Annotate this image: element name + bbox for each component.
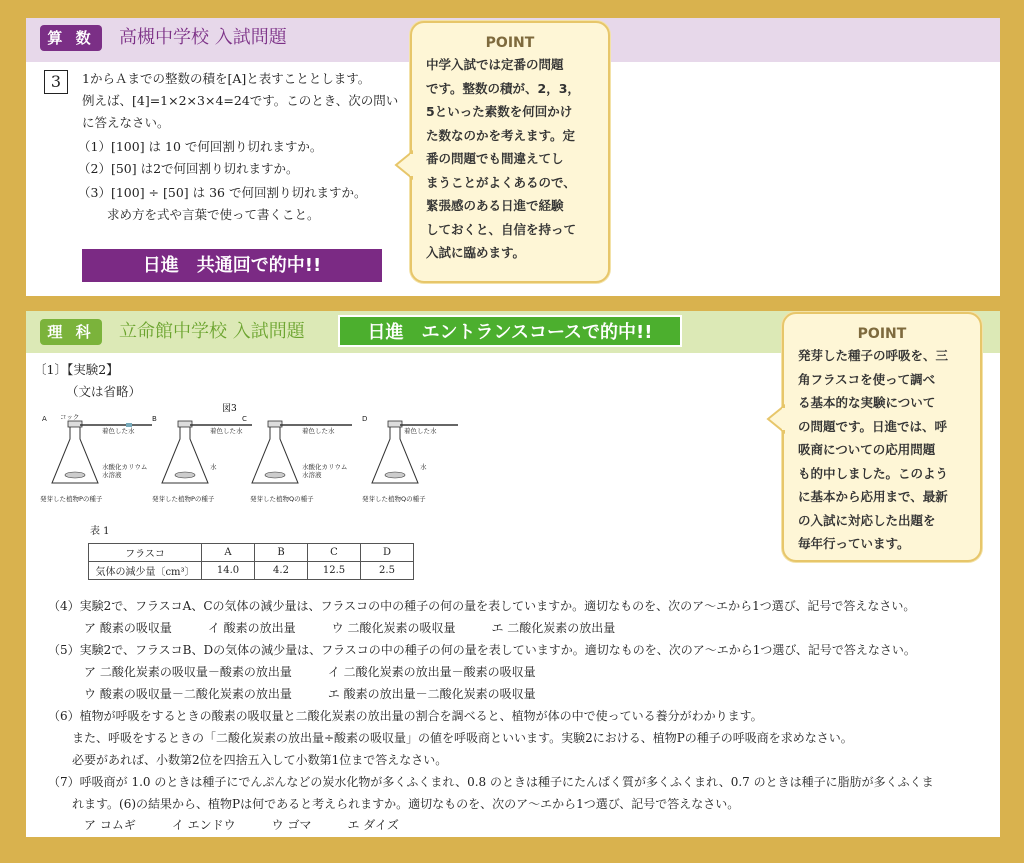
problem-line: 求め方を式や言葉で使って書くこと。	[78, 207, 320, 222]
table-row-label: 気体の減少量〔cm³〕	[89, 562, 202, 580]
figure-title: 図3	[222, 404, 237, 414]
flask-label-c: C	[242, 415, 247, 423]
table-header: D	[361, 544, 414, 562]
table-header: B	[255, 544, 308, 562]
question-line: れます。(6)の結果から、植物Pは何であると考えられますか。適切なものを、次のア～エから1つ選び、記号で答えなさい。	[48, 797, 740, 811]
table-cell: 14.0	[202, 562, 255, 580]
point-box-math	[410, 21, 610, 283]
problem-line: 例えば、[4]=1×2×3×4=24です。このとき、次の問い	[82, 93, 399, 108]
table-header: C	[308, 544, 361, 562]
problem-line: 1からＡまでの整数の積を[A]と表すこととします。	[82, 71, 371, 86]
table-header: A	[202, 544, 255, 562]
point-line: た数なのかを考えます。定	[426, 127, 576, 143]
school-title-takatsuki: 高槻中学校 入試問題	[119, 27, 287, 48]
problem-line: （2）[50] は2で何回割り切れますか。	[78, 161, 299, 176]
table-caption: 表 1	[90, 526, 110, 537]
table-cell: 2.5	[361, 562, 414, 580]
point-line: です。整数の積が、2，3，	[426, 80, 580, 96]
point-line: 角フラスコを使って調べ	[798, 371, 936, 387]
hit-banner-science: 日進 エントランスコースで的中!!	[338, 315, 682, 347]
point-box-science	[782, 312, 982, 562]
point-line: 発芽した種子の呼吸を、三	[798, 348, 949, 363]
colored-water-label: 着色した水	[210, 427, 243, 435]
point-line: しておくと、自信を持って	[426, 221, 577, 237]
colored-water-label: 着色した水	[102, 427, 135, 435]
experiment-heading: 〔1〕【実験2】	[34, 362, 119, 377]
subject-tag-math: 算 数	[40, 25, 102, 51]
point-line: の問題です。日進では、呼	[798, 418, 948, 434]
koh-label: 水溶液	[302, 471, 322, 479]
point-tail-science	[766, 404, 786, 434]
experiment-subheading: （文は省略）	[66, 384, 142, 399]
point-title: POINT	[857, 326, 907, 342]
colored-water-label: 着色した水	[302, 427, 335, 435]
question-line: 必要があれば、小数第2位を四捨五入して小数第1位まで答えなさい。	[48, 753, 448, 767]
table-cell: 12.5	[308, 562, 361, 580]
point-line: 毎年行っています。	[798, 536, 910, 551]
question-line: ア コムギ イ エンドウ ウ ゴマ エ ダイズ	[48, 818, 399, 832]
table-header: フラスコ	[89, 544, 202, 562]
flask-a	[40, 413, 152, 503]
school-title-ritsumeikan: 立命館中学校 入試問題	[119, 321, 305, 342]
flask-figure	[40, 403, 460, 521]
seed-q-label: 発芽した植物Qの種子	[250, 495, 314, 503]
table-header-row	[89, 544, 414, 562]
question-line: また、呼吸をするときの「二酸化炭素の放出量÷酸素の吸収量」の値を呼吸商といいます。実験2における、植物Pの種子の呼吸商を求めなさい。	[48, 731, 853, 745]
point-body	[784, 342, 980, 556]
question-line: ア 酸素の吸収量 イ 酸素の放出量 ウ 二酸化炭素の吸収量 エ 二酸化炭素の放出量	[48, 621, 616, 635]
point-line: の入試に対応した出題を	[798, 512, 936, 528]
seed-p-label: 発芽した植物Pの種子	[152, 495, 215, 503]
seed-q-label: 発芽した植物Qの種子	[362, 495, 426, 503]
flask-label-d: D	[362, 415, 368, 423]
point-line: 吸商についての応用問題	[798, 442, 936, 457]
point-line: に基本から応用まで、最新	[798, 489, 948, 504]
point-tail-math	[394, 150, 414, 180]
subject-tag-science: 理 科	[40, 319, 102, 345]
question-line: （6）植物が呼吸をするときの酸素の吸収量と二酸化炭素の放出量の割合を調べると、植物が体の中で使っている養分がわかります。	[48, 709, 763, 723]
koh-label: 水酸化カリウム	[102, 463, 148, 471]
point-line: 緊張感のある日進で経験	[426, 198, 564, 213]
point-line: も的中しました。このよう	[798, 465, 949, 481]
point-title: POINT	[485, 35, 535, 51]
point-body	[412, 51, 608, 265]
point-line: 5といった素数を何回かけ	[426, 104, 573, 119]
question-line: （4）実験2で、フラスコA、Cの気体の減少量は、フラスコの中の種子の何の量を表していますか。適切なものを、次のア～エから1つ選び、記号で答えなさい。	[48, 599, 916, 613]
problem-line: に答えなさい。	[82, 115, 170, 130]
question-line: ウ 酸素の吸収量－二酸化炭素の放出量 エ 酸素の放出量－二酸化炭素の吸収量	[48, 687, 536, 701]
seed-p-label: 発芽した植物Pの種子	[40, 495, 103, 503]
point-line: 入試に臨めます。	[426, 245, 526, 260]
point-line: 中学入試では定番の問題	[426, 57, 564, 72]
cock-label: コック	[60, 413, 80, 421]
problem-line: （1）[100] は 10 で何回割り切れますか。	[78, 139, 323, 154]
flask-b	[152, 415, 252, 503]
flask-c	[242, 415, 352, 503]
flask-label-a: A	[42, 415, 47, 423]
hit-banner-math: 日進 共通回で的中!!	[82, 249, 382, 282]
problem-line: （3）[100] ÷ [50] は 36 で何回割り切れますか。	[78, 185, 367, 200]
flask-label-b: B	[152, 415, 157, 423]
question-line: （5）実験2で、フラスコB、Dの気体の減少量は、フラスコの中の種子の何の量を表していますか。適切なものを、次のア～エから1つ選び、記号で答えなさい。	[48, 643, 916, 657]
point-line: る基本的な実験について	[798, 395, 936, 410]
koh-label: 水溶液	[102, 471, 122, 479]
point-line: 番の問題でも間違えてし	[426, 151, 564, 166]
water-label: 水	[420, 463, 427, 471]
question-line: （7）呼吸商が 1.0 のときは種子にでんぷんなどの炭水化物が多くふくまれ、0.8 のときは種子にたんぱく質が多くふくまれ、0.7 のときは種子に脂肪が多くふくま	[48, 775, 934, 789]
flask-d	[362, 415, 458, 503]
water-label: 水	[210, 463, 217, 471]
koh-label: 水酸化カリウム	[302, 463, 348, 471]
table-row	[89, 562, 414, 580]
table-cell: 4.2	[255, 562, 308, 580]
colored-water-label: 着色した水	[404, 427, 437, 435]
gas-table	[88, 543, 414, 580]
question-line: ア 二酸化炭素の吸収量－酸素の放出量 イ 二酸化炭素の放出量－酸素の吸収量	[48, 665, 536, 679]
point-line: まうことがよくあるので、	[426, 174, 576, 190]
question-number: 3	[44, 70, 68, 94]
